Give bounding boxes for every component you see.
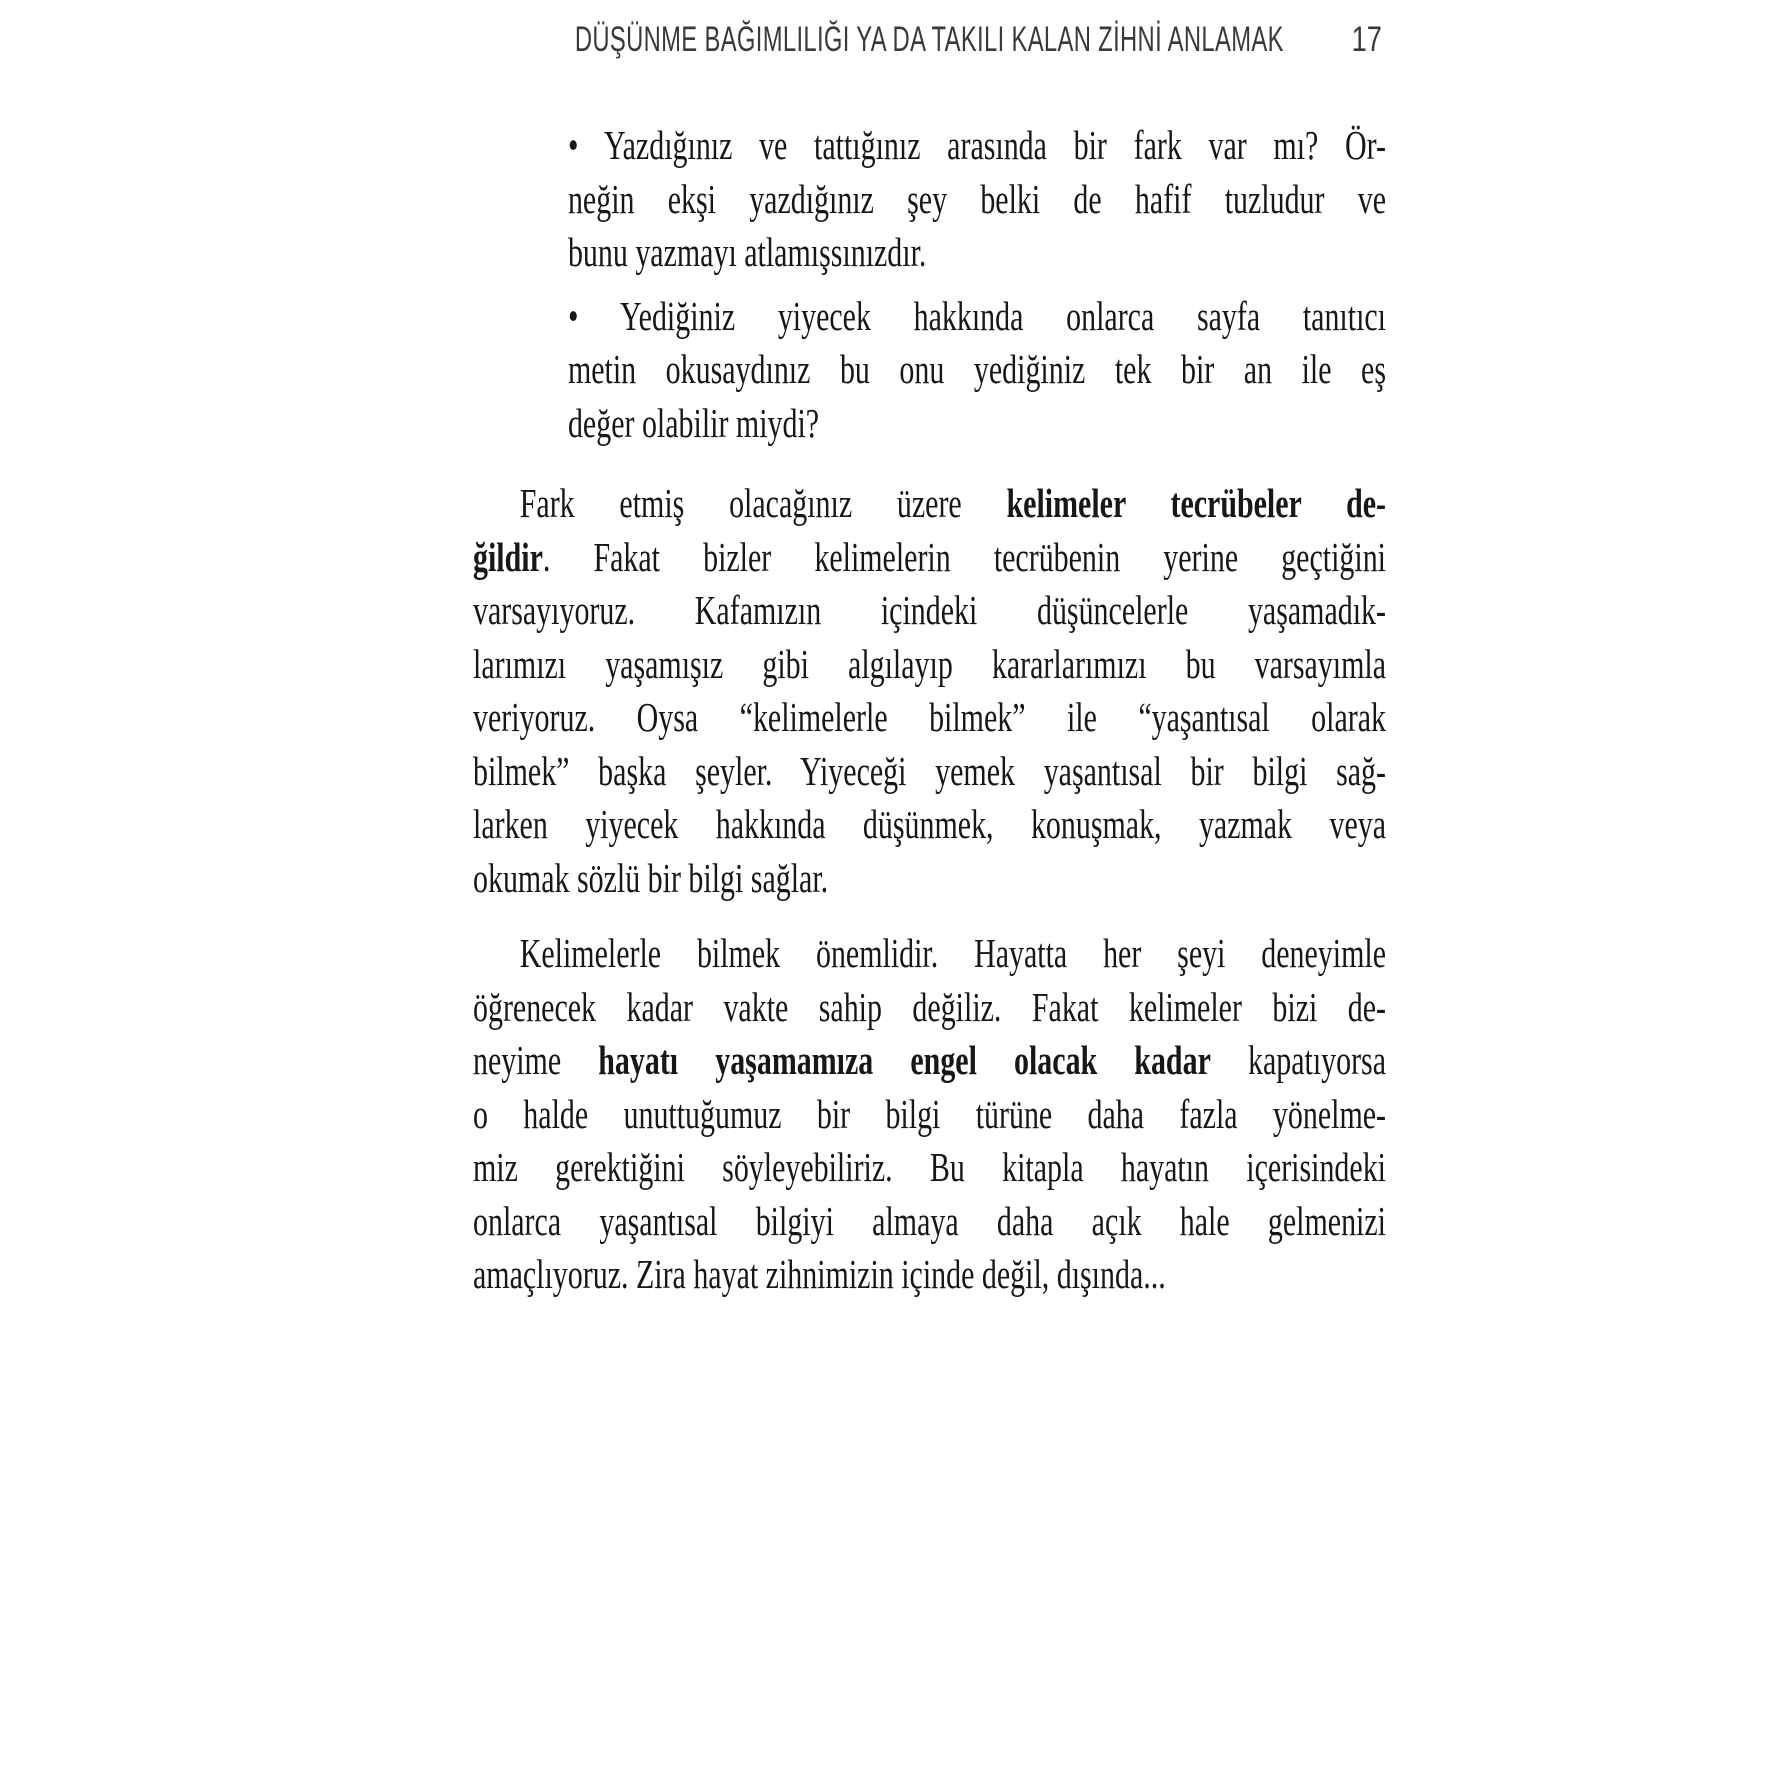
text-line bbox=[473, 584, 1386, 638]
text-segment: neyime bbox=[473, 1037, 599, 1083]
text-line bbox=[473, 1088, 1386, 1142]
chapter-title: DÜŞÜNME BAĞIMLILIĞI YA DA TAKILI KALAN ZİHNİ ANLAMAK bbox=[575, 20, 1284, 59]
running-header bbox=[473, 16, 1386, 66]
text-segment: varsayıyoruz. Kafamızın içindeki düşüncelerle yaşamadık- bbox=[473, 587, 1386, 633]
text-line bbox=[568, 226, 1386, 280]
text-line bbox=[473, 638, 1386, 692]
text-line bbox=[568, 343, 1386, 397]
text-line bbox=[473, 1141, 1386, 1195]
text-line bbox=[473, 745, 1386, 799]
bullet-item bbox=[473, 290, 1386, 451]
text-line bbox=[473, 531, 1386, 585]
text-segment: Fark etmiş olacağınız üzere bbox=[519, 480, 1007, 526]
text-line bbox=[473, 477, 1386, 531]
text-line bbox=[473, 691, 1386, 745]
page-number: 17 bbox=[1351, 20, 1382, 59]
text-line bbox=[568, 290, 1386, 344]
text-line bbox=[568, 173, 1386, 227]
text-segment: onlarca yaşantısal bilgiyi almaya daha açık hale gelmenizi bbox=[473, 1197, 1386, 1244]
text-line bbox=[473, 981, 1386, 1035]
text-line bbox=[473, 798, 1386, 852]
text-segment: • Yazdığınız ve tattığınız arasında bir fark var mı? Ör- bbox=[567, 122, 1386, 168]
text-line bbox=[473, 1195, 1386, 1249]
text-segment: neğin ekşi yazdığınız şey belki de hafif tuzludur ve bbox=[567, 175, 1386, 222]
text-line bbox=[473, 852, 1386, 906]
text-segment: miz gerektiğini söyleyebiliriz. Bu kitapla hayatın içerisindeki bbox=[473, 1144, 1386, 1190]
text-segment: okumak sözlü bir bilgi sağlar. bbox=[473, 854, 829, 901]
text-line bbox=[473, 927, 1386, 981]
text-segment: öğrenecek kadar vakte sahip değiliz. Fakat kelimeler bizi de- bbox=[473, 983, 1386, 1030]
text-line bbox=[568, 119, 1386, 173]
text-segment: . Fakat bizler kelimelerin tecrübenin yerine geçtiğini bbox=[542, 533, 1386, 580]
bold-text: hayatı yaşamamıza engel olacak kadar bbox=[598, 1037, 1211, 1083]
text-segment: amaçlıyoruz. Zira hayat zihnimizin içinde değil, dışında... bbox=[473, 1251, 1166, 1297]
paragraph bbox=[473, 927, 1386, 1302]
text-segment: larımızı yaşamışız gibi algılayıp kararlarımızı bu varsayımla bbox=[473, 640, 1386, 687]
text-segment: metin okusaydınız bu onu yediğiniz tek bir an ile eş bbox=[567, 346, 1386, 392]
bullet-item bbox=[473, 119, 1386, 280]
text-line bbox=[473, 1034, 1386, 1088]
text-line bbox=[568, 397, 1386, 451]
text-segment: veriyoruz. Oysa “kelimelerle bilmek” ile “yaşantısal olarak bbox=[473, 694, 1386, 740]
page-content bbox=[473, 119, 1386, 1302]
text-segment: o halde unuttuğumuz bir bilgi türüne daha fazla yönelme- bbox=[473, 1090, 1386, 1137]
paragraph bbox=[473, 477, 1386, 905]
bold-text: ğildir bbox=[473, 533, 543, 580]
text-segment: bunu yazmayı atlamışsınızdır. bbox=[567, 229, 927, 275]
text-segment: Kelimelerle bilmek önemlidir. Hayatta her şeyi deneyimle bbox=[519, 930, 1386, 976]
text-segment: kapatıyorsa bbox=[1210, 1037, 1387, 1083]
text-segment: değer olabilir miydi? bbox=[567, 399, 820, 446]
text-segment: • Yediğiniz yiyecek hakkında onlarca sayfa tanıtıcı bbox=[567, 292, 1386, 339]
text-segment: bilmek” başka şeyler. Yiyeceği yemek yaşantısal bir bilgi sağ- bbox=[473, 747, 1386, 794]
bold-text: kelimeler tecrübeler de- bbox=[1006, 480, 1386, 526]
text-line bbox=[473, 1248, 1386, 1302]
text-segment: larken yiyecek hakkında düşünmek, konuşmak, yazmak veya bbox=[473, 801, 1386, 847]
